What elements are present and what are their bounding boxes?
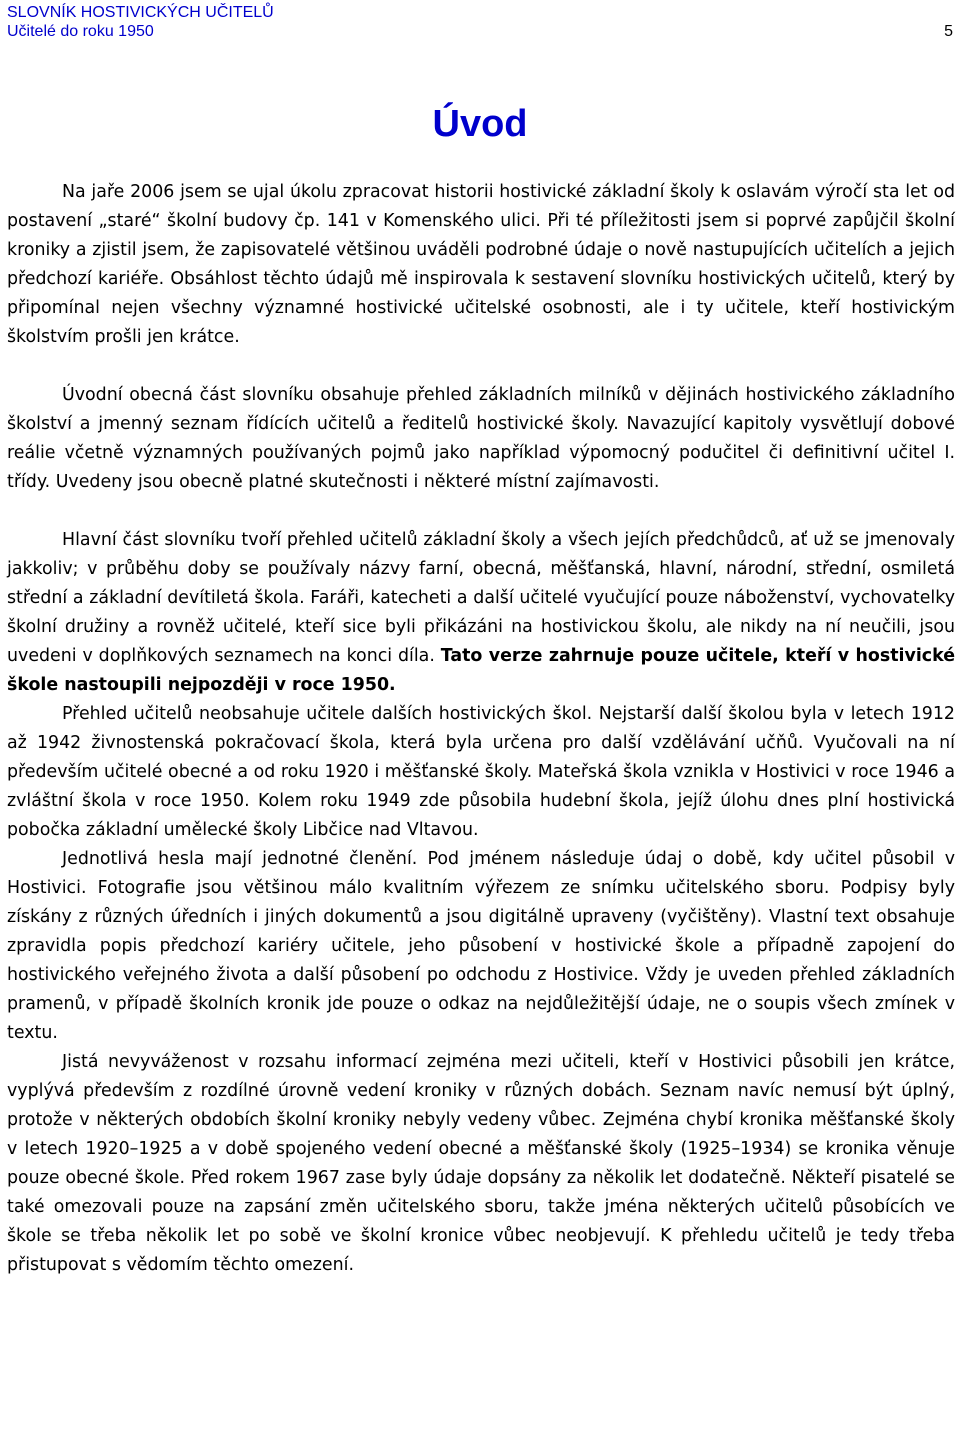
document-body bbox=[7, 178, 955, 1280]
paragraph-main-part-text: Hlavní část slovníku tvoří přehled učitelů základní školy a všech jejích předchůdců, ať už se jmenovaly jakkoliv; v průběhu doby se používaly názvy farní, obecná, měšťanská, hlavní, národní, střední, osmiletá střední a základní devítiletá škola. Faráři, katecheti a další učitelé vyučující pouze náboženství, vychovatelky školní družiny a rovněž učitelé, kteří sice byli přikázáni na hostivickou školu, ale nikdy na ní neučili, jsou uvedeni v doplňkových seznamech na konci díla. bbox=[7, 530, 955, 666]
running-header bbox=[7, 3, 953, 41]
paragraph-intro: Na jaře 2006 jsem se ujal úkolu zpracovat historii hostivické základní školy k oslavám výročí sta let od postavení „staré“ školní budovy čp. 141 v Komenského ulici. Při té příležitosti jsem si poprvé zapůjčil školní kroniky a zjistil jsem, že zapisovatelé většinou uváděli podrobné údaje o nově nastupujících učitelích a jejich předchozí kariéře. Obsáhlost těchto údajů mě inspirovala k sestavení slovníku hostivických učitelů, který by připomínal nejen všechny významné hostivické učitelské osobnosti, ale i ty učitele, kteří hostivickým školstvím prošli jen krátce. bbox=[7, 182, 955, 347]
paragraph-main-part bbox=[7, 526, 955, 700]
page-title: Úvod bbox=[432, 103, 528, 145]
paragraph-other-schools: Přehled učitelů neobsahuje učitele dalších hostivických škol. Nejstarší další školou byla v letech 1912 až 1942 živnostenská pokračovací škola, která byla určena pro další vzdělávání učňů. Vyučovali na ní především učitelé obecné a od roku 1920 i měšťanské školy. Mateřská škola vznikla v Hostivici v roce 1946 a zvláštní škola v roce 1950. Kolem roku 1949 zde působila hudební škola, jejíž úlohu dnes plní hostivická pobočka základní umělecké školy Libčice nad Vltavou. bbox=[7, 704, 955, 840]
header-publication-title: SLOVNÍK HOSTIVICKÝCH UČITELŮ bbox=[7, 4, 274, 21]
paragraph-general-part: Úvodní obecná část slovníku obsahuje přehled základních milníků v dějinách hostivického základního školství a jmenný seznam řídících učitelů a ředitelů hostivické školy. Navazující kapitoly vysvětlují dobové reálie včetně významných používaných pojmů jako například výpomocný podučitel či definitivní učitel I. třídy. Uvedeny jsou obecně platné skutečnosti i některé místní zajímavosti. bbox=[7, 385, 955, 492]
paragraph-entry-structure: Jednotlivá hesla mají jednotné členění. Pod jménem následuje údaj o době, kdy učitel působil v Hostivici. Fotografie jsou většinou málo kvalitním výřezem ze snímku učitelského sboru. Podpisy byly získány z různých úředních i jiných dokumentů a jsou digitálně upraveny (vyčištěny). Vlastní text obsahuje zpravidla popis předchozí kariéry učitele, jeho působení v hostivické škole a případně zapojení do hostivického veřejného života a další působení po odchodu z Hostivice. Vždy je uveden přehled základních pramenů, v případě školních kronik jde pouze o odkaz na nejdůležitější údaje, ne o soupis všech zmínek v textu. bbox=[7, 849, 955, 1043]
paragraph-limitations: Jistá nevyváženost v rozsahu informací zejména mezi učiteli, kteří v Hostivici působili jen krátce, vyplývá především z rozdílné úrovně vedení kroniky v různých dobách. Seznam navíc nemusí být úplný, protože v některých obdobích školní kroniky nebyly vedeny vůbec. Zejména chybí kronika měšťanské školy v letech 1920–1925 a v době spojeného vedení obecné a měšťanské školy (1925–1934) se kronika věnuje pouze obecné škole. Před rokem 1967 zase byly údaje dopsány za několik let dodatečně. Někteří pisatelé se také omezovali pouze na zapsání změn učitelského sboru, takže jména některých učitelů působících ve škole se třeba několik let po sobě ve školní kronice vůbec neobjevují. K přehledu učitelů je tedy třeba přistupovat s vědomím těchto omezení. bbox=[7, 1052, 955, 1275]
version-note-bold: Tato verze zahrnuje pouze učitele, kteří v hostivické škole nastoupili nejpozději v roce 1950. bbox=[7, 646, 955, 695]
page-number: 5 bbox=[944, 23, 953, 40]
header-subtitle: Učitelé do roku 1950 bbox=[7, 23, 154, 40]
